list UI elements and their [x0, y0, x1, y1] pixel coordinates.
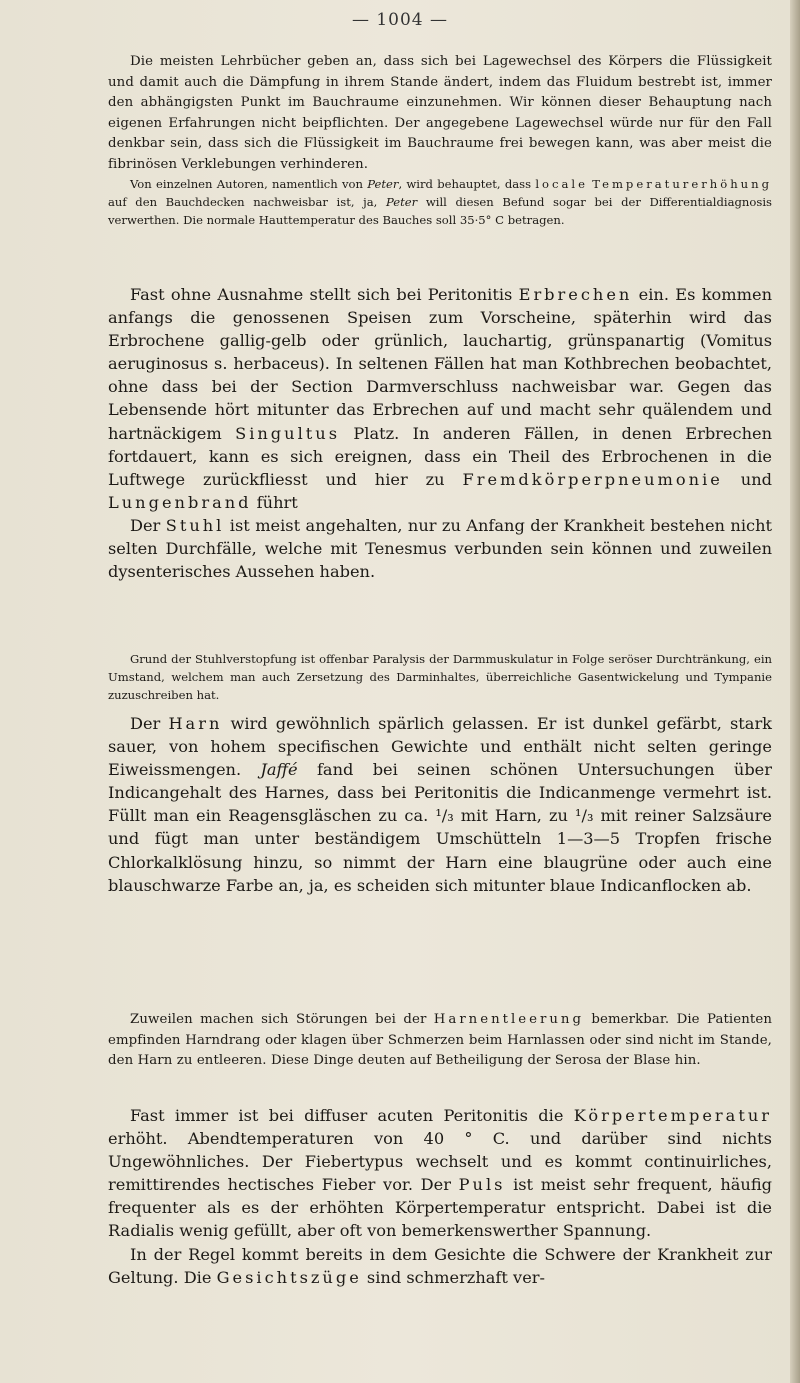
paragraph-stuhl: Der Stuhl ist meist angehalten, nur zu Anfang der Krankheit bestehen nicht selten Durchfälle, welche mit Tenesmus verbunden sein können und zuweilen dysenterisches Aussehen haben.: [108, 515, 772, 582]
section-large-2: [108, 712, 772, 897]
page-number: — 1004 —: [351, 10, 449, 30]
paragraph-temperature: Von einzelnen Autoren, namentlich von Peter, wird behauptet, dass locale Temperaturerhöhung auf den Bauchdecken nachweisbar ist, ja, Peter will diesen Befund sogar bei der Differentialdiagnosis verwerthen. Die normale Hauttemperatur des Bauches soll 35·5° C betragen.: [108, 177, 773, 227]
section-small-3: [108, 1010, 772, 1072]
paragraph-temperatur: Fast immer ist bei diffuser acuten Peritonitis die Körpertemperatur erhöht. Abendtemperaturen von 40 ° C. und darüber sind nichts Ungewöhnliches. Der Fiebertypus wechselt und es kommt continuirliches, remittirendes hectisches Fieber vor. Der Puls ist meist sehr frequent, häufig frequenter als es der erhöhten Körpertemperatur entspricht. Dabei ist die Radialis wenig gefüllt, aber oft von bemerkenswerther Spannung.: [108, 1106, 772, 1241]
paragraph-harn: Der Harn wird gewöhnlich spärlich gelassen. Er ist dunkel gefärbt, stark sauer, von hohem specifischen Gewichte und enthält nicht selten geringe Eiweissmengen. Jaffé fand bei seinen schönen Untersuchungen über Indicangehalt des Harnes, dass bei Peritonitis die Indicanmenge vermehrt ist. Füllt man ein Reagensgläschen zu ca. ¹/₃ mit Harn, zu ¹/₃ mit reiner Salzsäure und fügt man unter beständigem Umschütteln 1—3—5 Tropfen frische Chlorkalklösung hinzu, so nimmt der Harn eine blaugrüne oder auch eine blauschwarze Farbe an, ja, es scheiden sich mitunter blaue Indicanflocken ab.: [108, 714, 772, 895]
section-large-1: [108, 283, 772, 583]
paragraph-stuhlverstopfung: Grund der Stuhlverstopfung ist offenbar Paralysis der Darmmuskulatur in Folge seröser Durchtränkung, ein Umstand, welchem man auch Zersetzung des Darminhaltes, überreichliche Gasentwickelung und Tympanie zuzuschreiben hat.: [108, 652, 772, 702]
paragraph-gesicht: In der Regel kommt bereits in dem Gesichte die Schwere der Krankheit zur Geltung. Die Gesichtszüge sind schmerzhaft ver-: [108, 1244, 772, 1287]
section-large-3: [108, 1104, 772, 1289]
page-edge: [790, 0, 800, 1383]
paragraph-fluid-shift: Die meisten Lehrbücher geben an, dass sich bei Lagewechsel des Körpers die Flüssigkeit und damit auch die Dämpfung in ihrem Stande ändert, indem das Fluidum bestrebt ist, immer den abhängigsten Punkt im Bauchraume einzunehmen. Wir können dieser Behauptung nach eigenen Erfahrungen nicht beipflichten. Der angegebene Lagewechsel würde nur für den Fall denkbar sein, dass sich die Flüssigkeit im Bauchraume frei bewegen kann, was aber meist die fibrinösen Verklebungen verhinderen.: [108, 54, 772, 172]
paragraph-erbrechen: Fast ohne Ausnahme stellt sich bei Peritonitis Erbrechen ein. Es kommen anfangs die genossenen Speisen zum Vorscheine, späterhin wird das Erbrochene gallig-gelb oder grünlich, lauchartig, grünspanartig (Vomitus aeruginosus s. herbaceus). In seltenen Fällen hat man Kothbrechen beobachtet, ohne dass bei der Section Darmverschluss nachweisbar war. Gegen das Lebensende hört mitunter das Erbrechen auf und macht sehr quälendem und hartnäckigem Singultus Platz. In anderen Fällen, in denen Erbrechen fortdauert, kann es sich ereignen, dass ein Theil des Erbrochenen in die Luftwege zurückfliesst und hier zu Fremdkörperpneumonie und Lungenbrand führt: [108, 285, 773, 512]
section-small-2: [108, 650, 772, 704]
paragraph-harnentleerung: Zuweilen machen sich Störungen bei der Harnentleerung bemerkbar. Die Patienten empfinden Harndrang oder klagen über Schmerzen beim Harnlassen oder sind nicht im Stande, den Harn zu entleeren. Diese Dinge deuten auf Betheiligung der Serosa der Blase hin.: [108, 1012, 772, 1068]
section-small-1: [108, 52, 772, 229]
